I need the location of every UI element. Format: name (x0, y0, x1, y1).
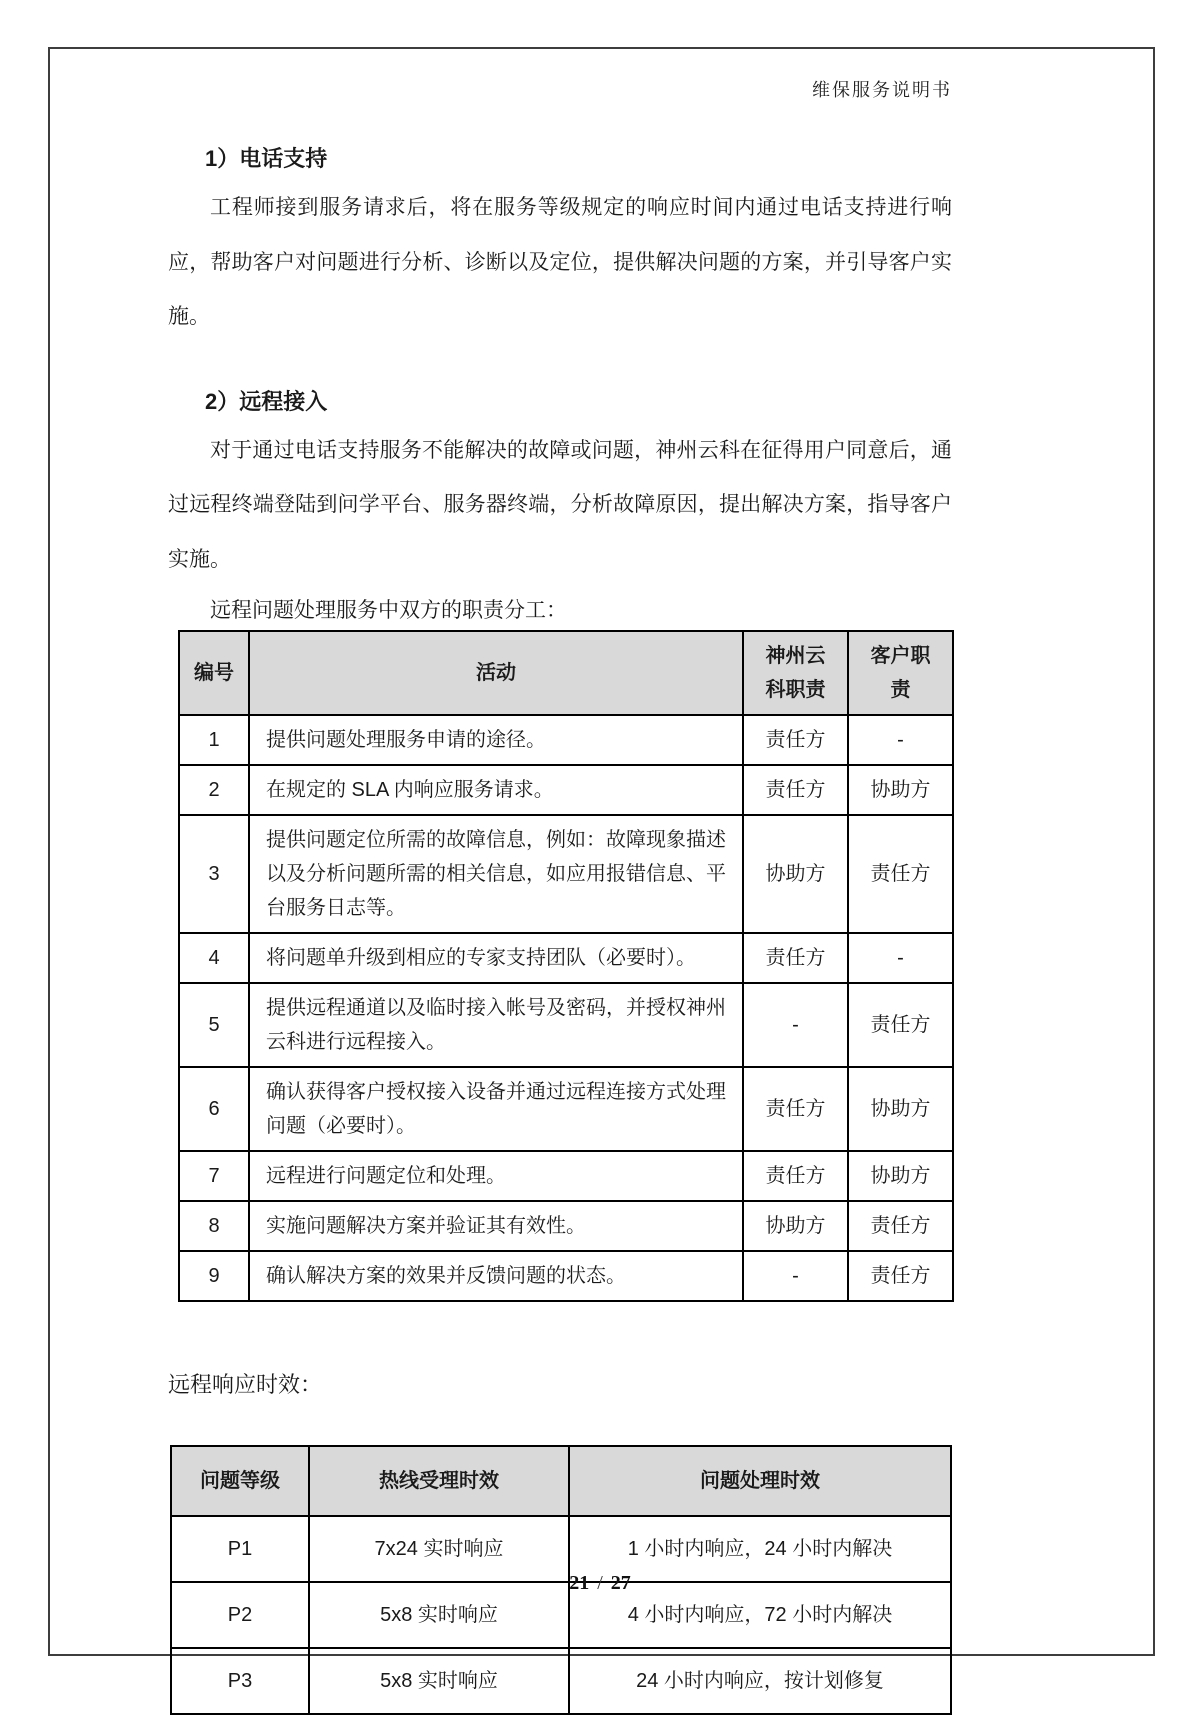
table-cell: 责任方 (848, 1201, 953, 1251)
table-cell: 4 小时内响应，72 小时内解决 (569, 1582, 951, 1648)
table-cell: 提供问题定位所需的故障信息，例如：故障现象描述以及分析问题所需的相关信息，如应用报错信息、平台服务日志等。 (249, 815, 743, 933)
column-header-number: 编号 (179, 631, 249, 715)
table-cell: - (848, 715, 953, 765)
table-row (179, 983, 953, 1067)
table-cell: 责任方 (743, 1151, 848, 1201)
table-cell: 协助方 (848, 765, 953, 815)
table-cell: 实施问题解决方案并验证其有效性。 (249, 1201, 743, 1251)
table-cell: 责任方 (848, 1251, 953, 1301)
table-cell: 责任方 (848, 983, 953, 1067)
responsibility-table-header (179, 631, 953, 715)
table-cell: 7x24 实时响应 (309, 1516, 569, 1582)
table-cell: 8 (179, 1201, 249, 1251)
responsibility-table (178, 630, 954, 1302)
table-cell: 协助方 (743, 1201, 848, 1251)
heading-remote-access: 2）远程接入 (205, 388, 328, 414)
table-cell: P1 (171, 1516, 309, 1582)
table-cell: - (743, 983, 848, 1067)
column-header-vendor-duty: 神州云科职责 (743, 631, 848, 715)
column-header-handling-sla: 问题处理时效 (569, 1446, 951, 1516)
table-cell: 1 小时内响应，24 小时内解决 (569, 1516, 951, 1582)
table-cell: 责任方 (743, 715, 848, 765)
table-cell: 5x8 实时响应 (309, 1582, 569, 1648)
table-row (179, 1067, 953, 1151)
column-header-activity: 活动 (249, 631, 743, 715)
footer-total-pages: 27 (610, 1572, 631, 1594)
document-header-title: 维保服务说明书 (812, 80, 952, 100)
table-row (179, 715, 953, 765)
table-row (179, 815, 953, 933)
responsibility-table-intro: 远程问题处理服务中双方的职责分工： (210, 598, 567, 622)
table-cell: 提供远程通道以及临时接入帐号及密码，并授权神州云科进行远程接入。 (249, 983, 743, 1067)
table-cell: 3 (179, 815, 249, 933)
footer-current-page: 21 (569, 1572, 590, 1594)
table-cell: 在规定的 SLA 内响应服务请求。 (249, 765, 743, 815)
table-cell: 2 (179, 765, 249, 815)
table-cell: 协助方 (848, 1067, 953, 1151)
sla-table-body (171, 1516, 951, 1714)
table-header-row (171, 1446, 951, 1516)
sla-table-header (171, 1446, 951, 1516)
table-row (179, 1201, 953, 1251)
table-cell: 责任方 (848, 815, 953, 933)
page-footer (0, 1572, 1200, 1595)
table-cell: 责任方 (743, 933, 848, 983)
table-cell: 6 (179, 1067, 249, 1151)
table-cell: 确认获得客户授权接入设备并通过远程连接方式处理问题（必要时）。 (249, 1067, 743, 1151)
table-row (179, 1251, 953, 1301)
table-header-row (179, 631, 953, 715)
table-cell: 9 (179, 1251, 249, 1301)
table-cell: 协助方 (743, 815, 848, 933)
column-header-hotline-sla: 热线受理时效 (309, 1446, 569, 1516)
table-cell: 协助方 (848, 1151, 953, 1201)
table-cell: P2 (171, 1582, 309, 1648)
sla-section-intro: 远程响应时效： (168, 1371, 323, 1397)
table-cell: 24 小时内响应，按计划修复 (569, 1648, 951, 1714)
table-cell: 5x8 实时响应 (309, 1648, 569, 1714)
heading-phone-support: 1）电话支持 (205, 146, 328, 171)
table-cell: 将问题单升级到相应的专家支持团队（必要时）。 (249, 933, 743, 983)
table-row (179, 1151, 953, 1201)
table-cell: 7 (179, 1151, 249, 1201)
table-cell: - (743, 1251, 848, 1301)
column-header-problem-level: 问题等级 (171, 1446, 309, 1516)
table-cell: 5 (179, 983, 249, 1067)
table-row (171, 1648, 951, 1714)
table-cell: 4 (179, 933, 249, 983)
paragraph-remote-access: 对于通过电话支持服务不能解决的故障或问题，神州云科在征得用户同意后，通过远程终端登陆到问学平台、服务器终端，分析故障原因，提出解决方案，指导客户实施。 (168, 438, 952, 571)
table-cell: 责任方 (743, 1067, 848, 1151)
table-cell: 1 (179, 715, 249, 765)
table-cell: - (848, 933, 953, 983)
table-cell: P3 (171, 1648, 309, 1714)
responsibility-table-body (179, 715, 953, 1301)
table-cell: 责任方 (743, 765, 848, 815)
paragraph-phone-support: 工程师接到服务请求后，将在服务等级规定的响应时间内通过电话支持进行响应，帮助客户对问题进行分析、诊断以及定位，提供解决问题的方案，并引导客户实施。 (168, 196, 952, 329)
column-header-customer-duty: 客户职责 (848, 631, 953, 715)
table-row (179, 765, 953, 815)
table-cell: 提供问题处理服务申请的途径。 (249, 715, 743, 765)
footer-page-separator: / (597, 1572, 603, 1594)
table-cell: 确认解决方案的效果并反馈问题的状态。 (249, 1251, 743, 1301)
table-cell: 远程进行问题定位和处理。 (249, 1151, 743, 1201)
table-row (179, 933, 953, 983)
